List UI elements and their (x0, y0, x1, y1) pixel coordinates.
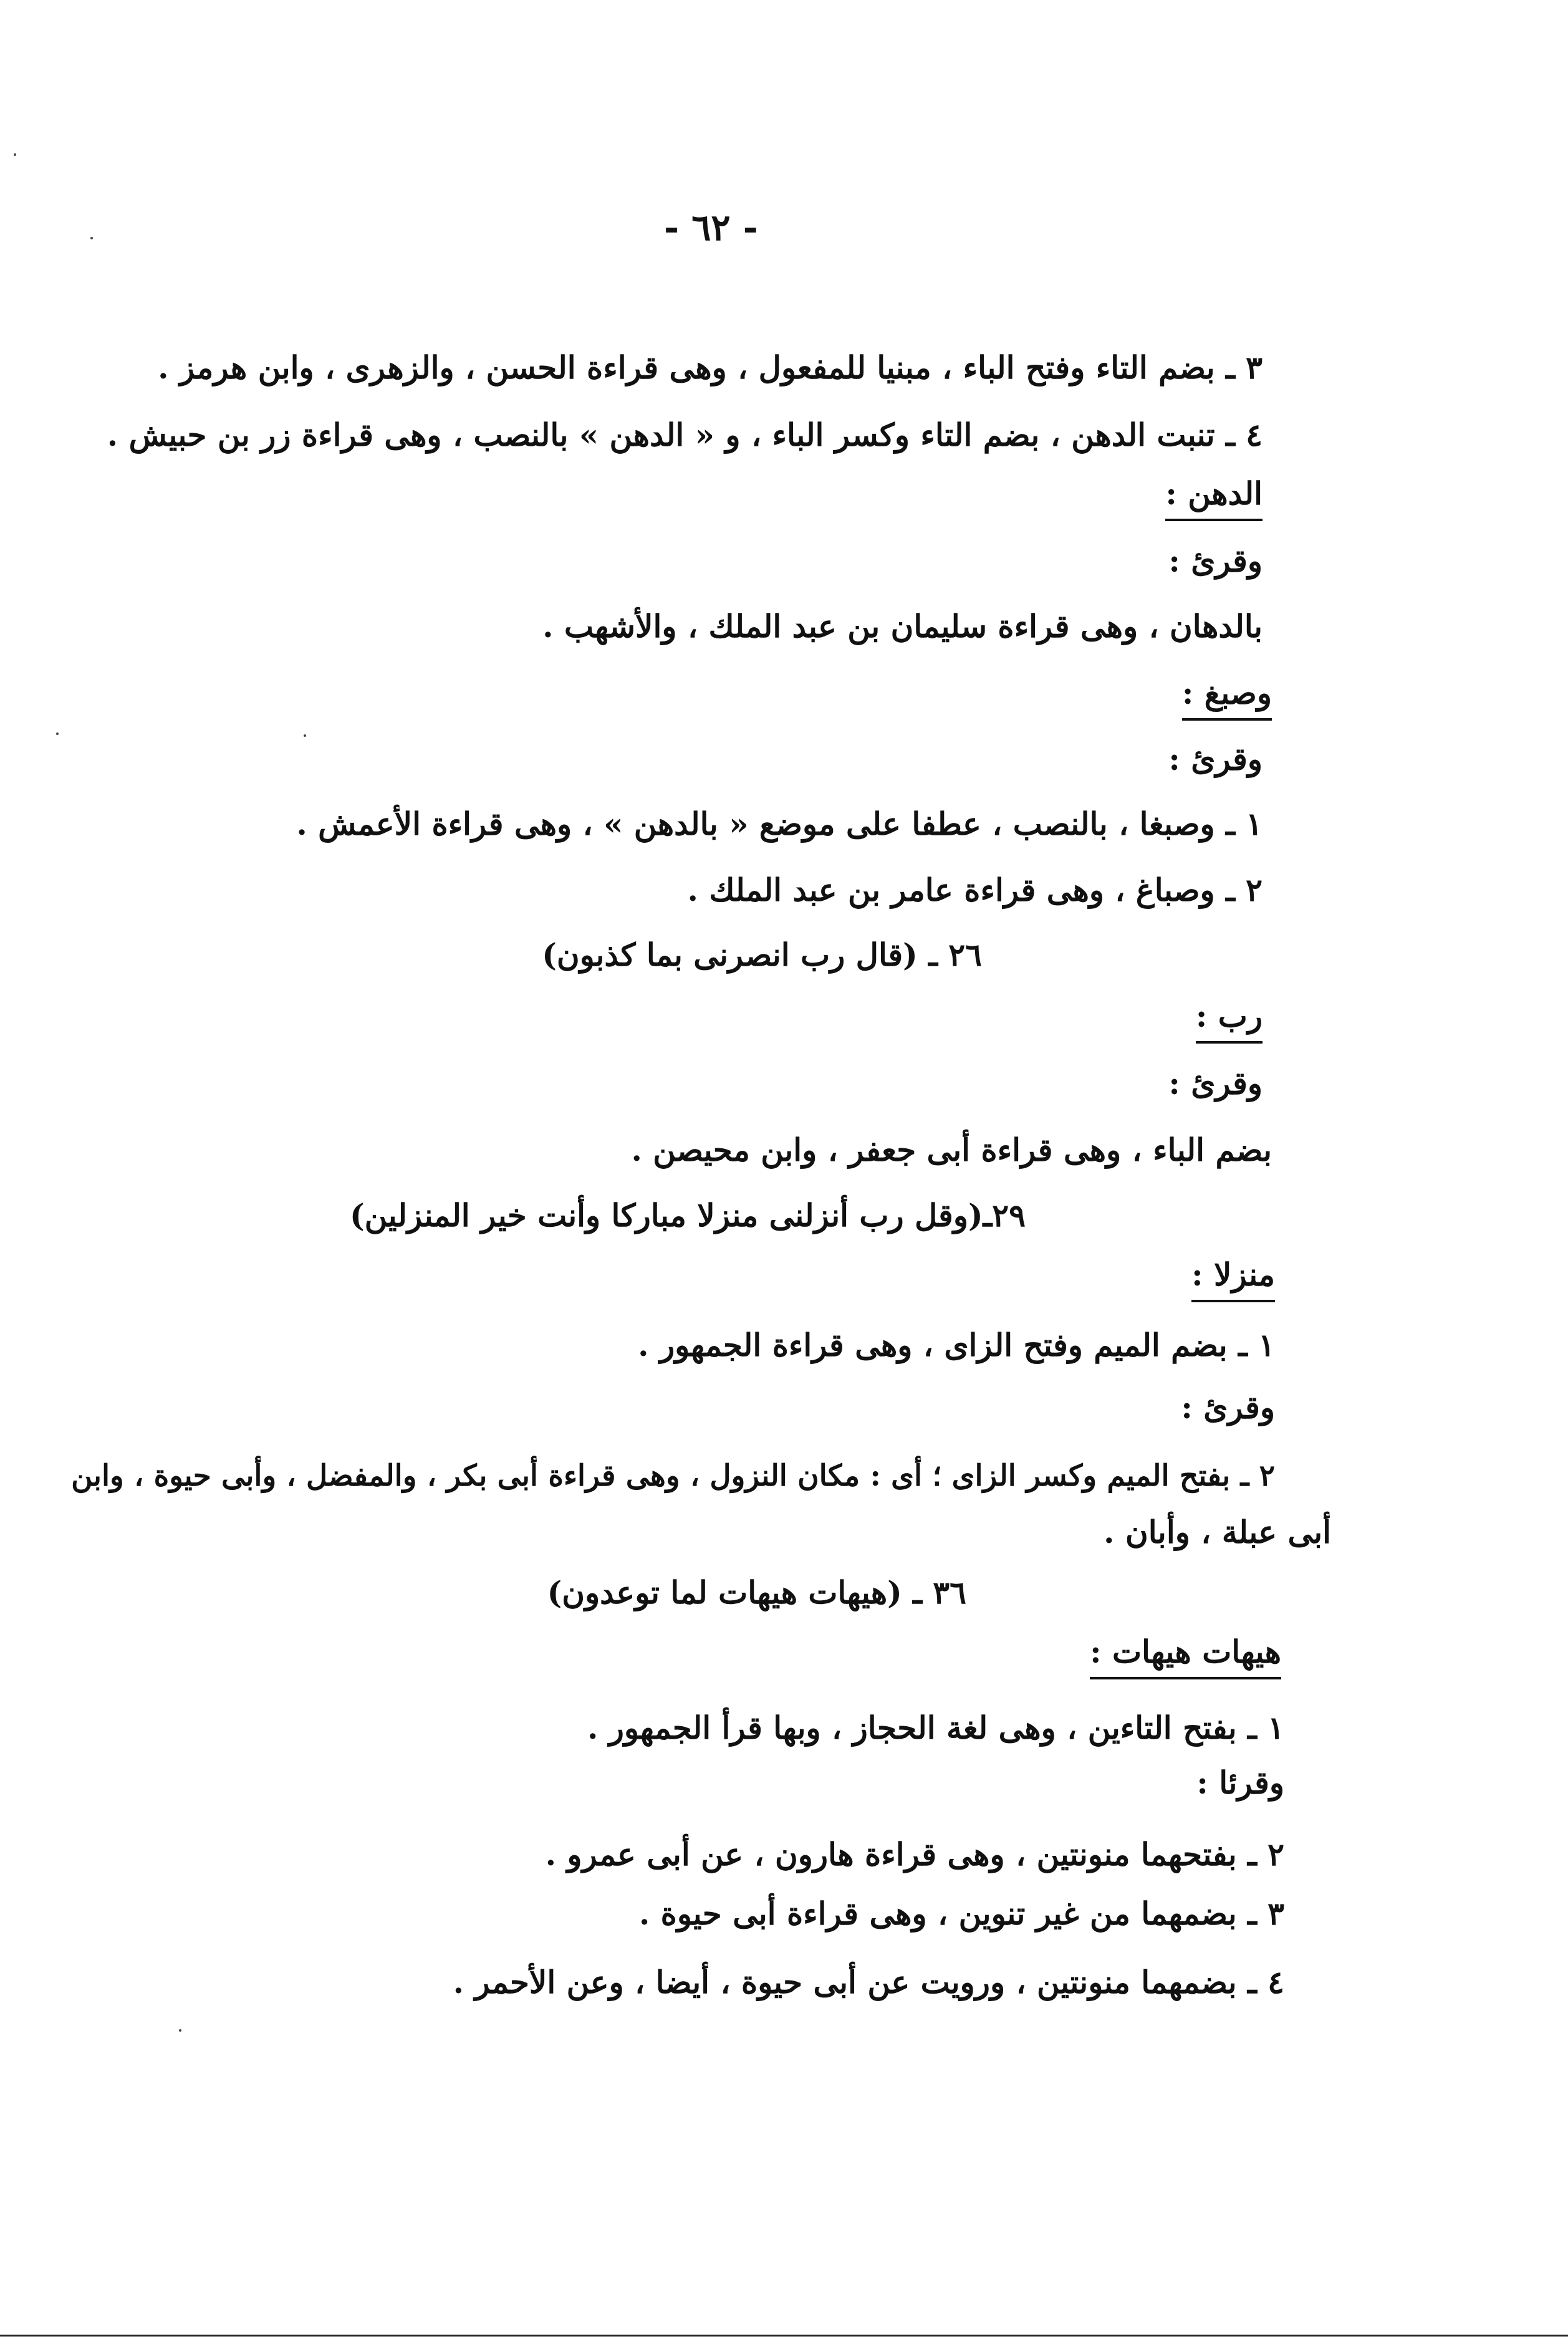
text-line: وقرئ : (1181, 1389, 1275, 1426)
text-line: ٣ ـ بضم التاء وفتح الباء ، مبنيا للمفعول ، وهى قراءة الحسن ، والزهرى ، وابن هرمز . (158, 349, 1263, 386)
scan-speck (304, 734, 306, 737)
section-heading: منزلا : (1191, 1256, 1275, 1302)
text-line: ٢ ـ بفتح الميم وكسر الزاى ؛ أى : مكان النزول ، وهى قراءة أبى بكر ، والمفضل ، وأبى حيوة ، وابن (71, 1459, 1275, 1493)
bottom-rule (0, 2335, 1568, 2337)
scan-speck (56, 732, 59, 735)
section-heading: الدهن : (1165, 475, 1263, 521)
text-line: ٢ ـ بفتحهما منونتين ، وهى قراءة هارون ، عن أبى عمرو . (545, 1836, 1284, 1873)
text-line: وقرئا : (1196, 1764, 1284, 1801)
verse-heading: ٣٦ ـ (هيهات هيهات لما توعدون) (547, 1574, 966, 1611)
text-line: بضم الباء ، وهى قراءة أبى جعفر ، وابن محيصن . (631, 1131, 1272, 1168)
verse-heading: ٢٦ ـ (قال رب انصرنى بما كذبون) (542, 936, 982, 973)
text-line: بالدهان ، وهى قراءة سليمان بن عبد الملك ، والأشهب . (542, 608, 1263, 645)
text-line: ٤ ـ بضمهما منونتين ، ورويت عن أبى حيوة ، أيضا ، وعن الأحمر . (453, 1964, 1284, 2000)
text-line: ١ ـ بضم الميم وفتح الزاى ، وهى قراءة الجمهور . (638, 1327, 1275, 1363)
verse-heading: ٢٩ـ(وقل رب أنزلنى منزلا مباركا وأنت خير المنزلين) (349, 1197, 1026, 1234)
section-heading: هيهات هيهات : (1090, 1633, 1281, 1679)
text-line: ٤ ـ تنبت الدهن ، بضم التاء وكسر الباء ، و « الدهن » بالنصب ، وهى قراءة زر بن حبيش . (107, 416, 1263, 453)
text-line: وقرئ : (1168, 1065, 1263, 1102)
text-line: أبى عبلة ، وأبان . (1104, 1514, 1331, 1550)
scan-speck (90, 237, 93, 239)
section-heading: رب : (1196, 997, 1263, 1044)
text-line: وقرئ : (1168, 542, 1263, 579)
scan-speck (179, 2029, 181, 2032)
page-number: - ٦٢ - (664, 206, 758, 249)
text-line: وقرئ : (1168, 741, 1263, 777)
text-line: ١ ـ وصبغا ، بالنصب ، عطفا على موضع « بالدهن » ، وهى قراءة الأعمش . (296, 805, 1263, 842)
text-line: ٢ ـ وصباغ ، وهى قراءة عامر بن عبد الملك . (687, 872, 1263, 908)
scan-speck (14, 153, 16, 156)
text-line: ٣ ـ بضمهما من غير تنوين ، وهى قراءة أبى حيوة . (638, 1895, 1284, 1932)
text-line: ١ ـ بفتح التاءين ، وهى لغة الحجاز ، وبها قرأ الجمهور . (587, 1709, 1284, 1746)
section-heading: وصبغ : (1182, 675, 1272, 721)
